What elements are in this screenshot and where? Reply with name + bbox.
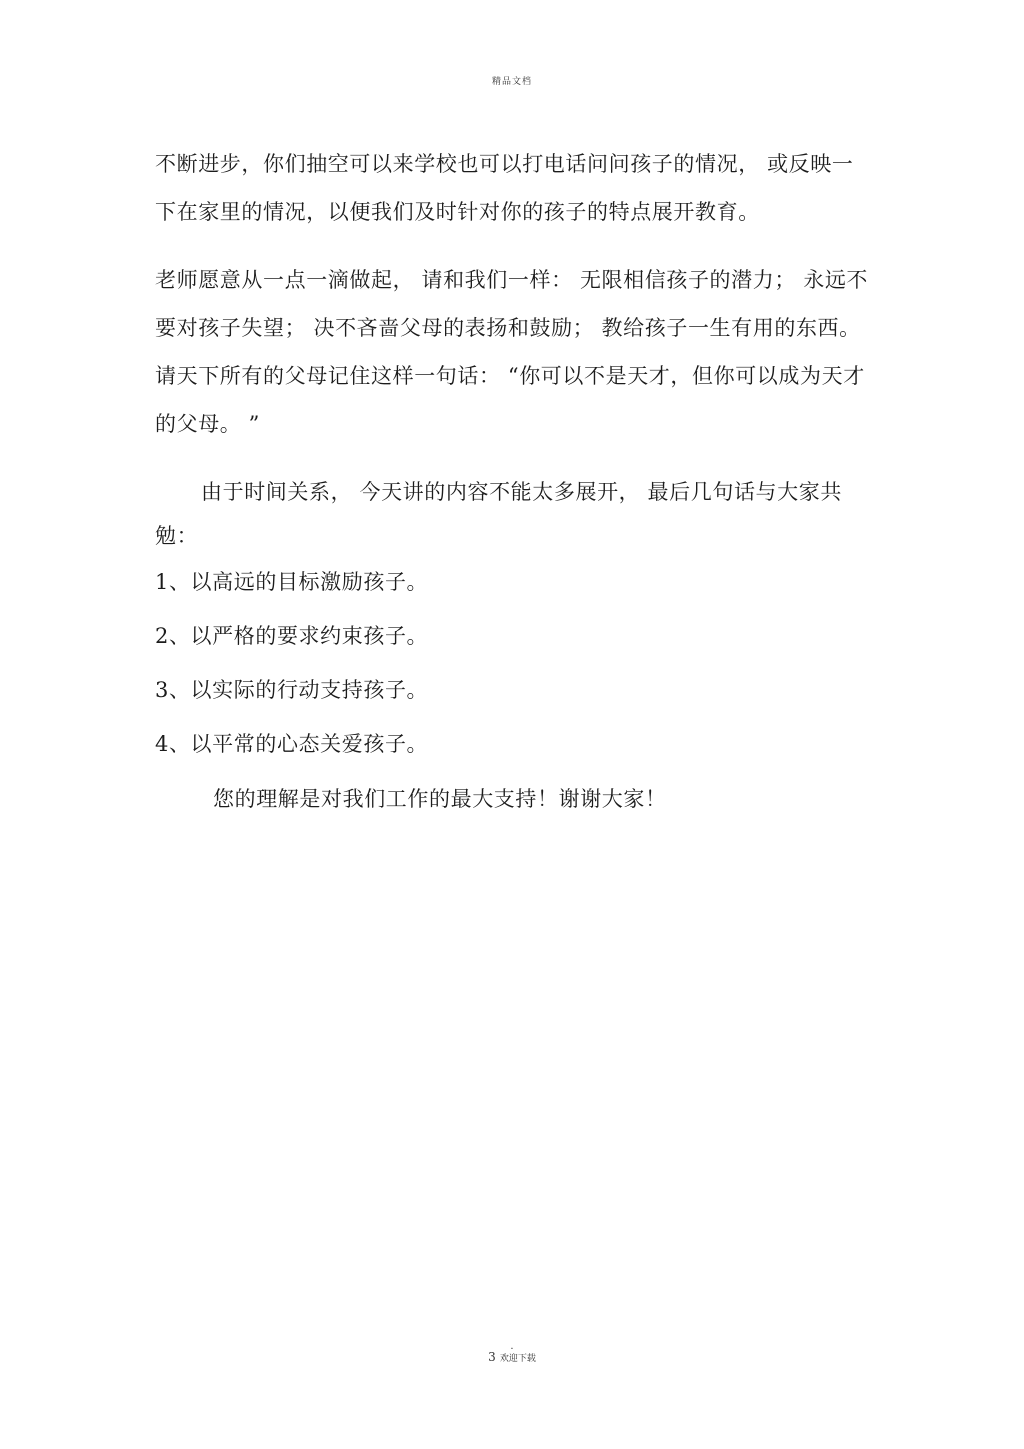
- footer-text: 欢迎下载: [499, 1354, 536, 1364]
- list-item: 2、以严格的要求约束孩子。: [155, 624, 429, 648]
- paragraph-3-text: 由于时间关系， 今天讲的内容不能太多展开， 最后几句话与大家共勉：: [155, 480, 842, 548]
- list-item: 1、以高远的目标激励孩子。: [155, 570, 429, 594]
- paragraph-3: [155, 470, 870, 558]
- page-footer: [0, 1341, 1024, 1364]
- page-header: [0, 74, 1024, 87]
- closing-line: 您的理解是对我们工作的最大支持！谢谢大家！: [213, 787, 667, 811]
- header-text: 精品文档: [491, 77, 532, 87]
- list-item: 3、以实际的行动支持孩子。: [155, 678, 429, 702]
- footer-dot: .: [510, 1341, 514, 1352]
- list-item: 4、以平常的心态关爱孩子。: [155, 732, 429, 756]
- paragraph-1: 不断进步，你们抽空可以来学校也可以打电话问问孩子的情况， 或反映一下在家里的情况，以便我们及时针对你的孩子的特点展开教育。: [155, 152, 854, 224]
- paragraph-2: 老师愿意从一点一滴做起， 请和我们一样： 无限相信孩子的潜力； 永远不要对孩子失望； 决不吝啬父母的表扬和鼓励； 教给孩子一生有用的东西。请天下所有的父母记住这样一句话： “你可以不是天才，但你可以成为天才的父母。 ”: [155, 268, 869, 436]
- page-number: 3: [488, 1350, 496, 1364]
